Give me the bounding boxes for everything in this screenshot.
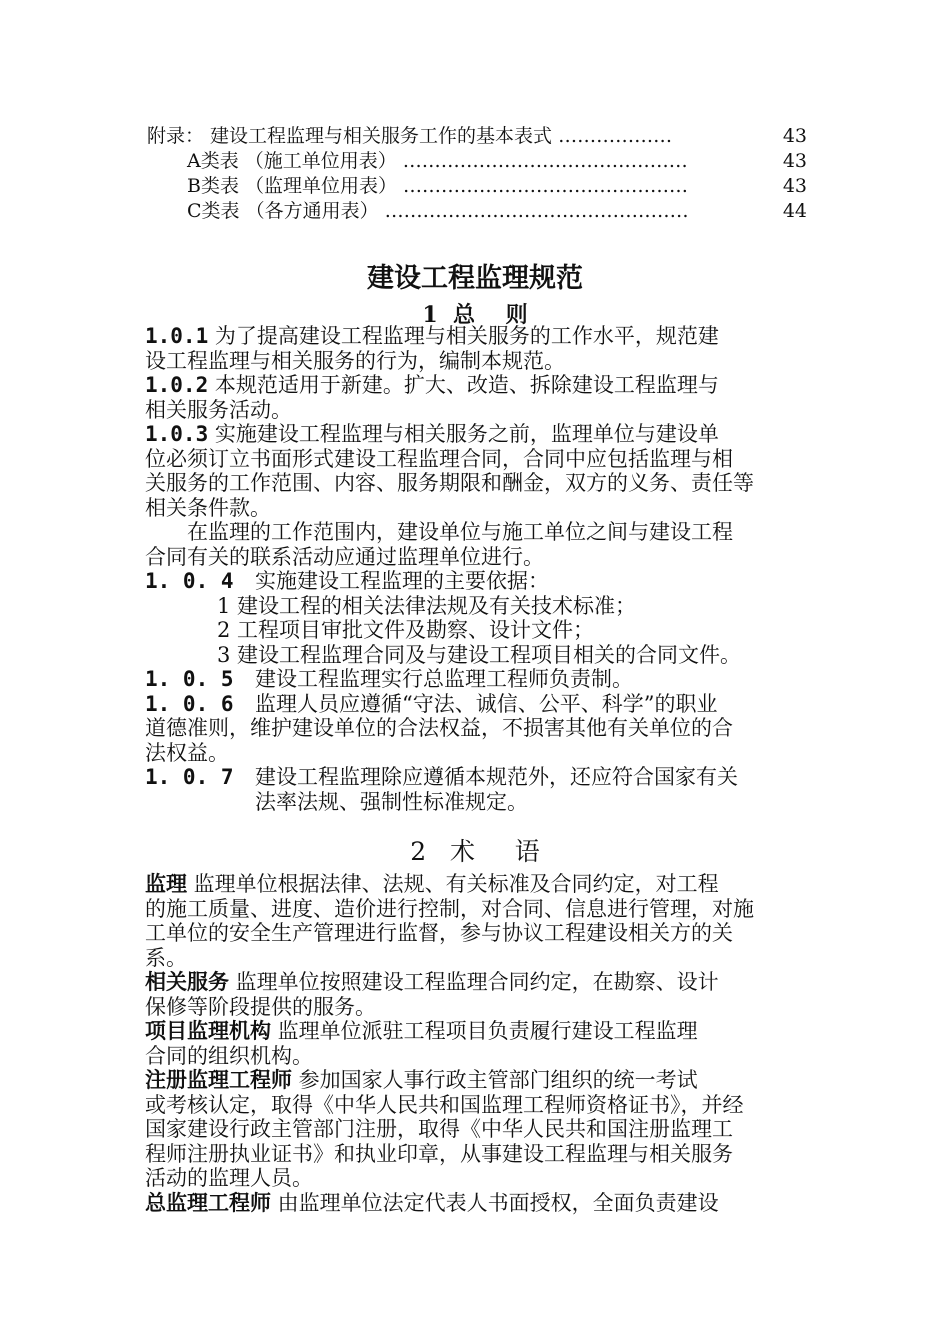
term-line	[145, 970, 810, 995]
toc-page-number: 44	[782, 200, 807, 222]
term-name: 相关服务	[145, 970, 229, 994]
clause-line	[145, 569, 810, 594]
toc-label: 附录： 建设工程监理与相关服务工作的基本表式 ………………	[147, 125, 673, 147]
term-line	[145, 872, 810, 897]
clause-line: 相关条件款。	[145, 495, 271, 520]
paragraph-line: 合同有关的联系活动应通过监理单位进行。	[145, 544, 544, 569]
clause-number: 1. 0. 6	[145, 691, 234, 716]
term-name: 注册监理工程师	[145, 1068, 292, 1092]
term-name: 监理	[145, 872, 187, 896]
clause-number: 1.0.2	[145, 373, 209, 397]
clause-line	[145, 373, 810, 398]
term-line: 程师注册执业证书》和执业印章，从事建设工程监理与相关服务	[145, 1141, 733, 1166]
term-name: 总监理工程师	[145, 1190, 271, 1215]
term-text: 监理单位按照建设工程监理合同约定，在勘察、设计	[229, 970, 719, 994]
clause-number: 1.0.3	[145, 422, 209, 446]
clause-line: 法率法规、强制性标准规定。	[255, 789, 528, 814]
clause-text: 建设工程监理实行总监理工程师负责制。	[255, 667, 633, 691]
toc-page-number: 43	[782, 150, 807, 172]
clause-text: 本规范适用于新建。扩大、改造、拆除建设工程监理与	[208, 373, 719, 397]
term-line: 保修等阶段提供的服务。	[145, 994, 376, 1019]
term-text: 监理单位根据法律、法规、有关标准及合同约定，对工程	[187, 872, 719, 896]
toc-row[interactable]	[147, 149, 807, 174]
clause-line: 位必须订立书面形式建设工程监理合同，合同中应包括监理与相	[145, 446, 733, 471]
term-text: 参加国家人事行政主管部门组织的统一考试	[292, 1068, 698, 1092]
term-line	[145, 1019, 810, 1044]
list-item: 2 工程项目审批文件及勘察、设计文件；	[217, 618, 595, 642]
term-line: 合同的组织机构。	[145, 1043, 313, 1068]
term-line	[145, 1068, 810, 1093]
clause-line	[145, 422, 810, 447]
list-item: 1 建设工程的相关法律法规及有关技术标准；	[217, 593, 637, 618]
toc-label: B类表 （监理单位用表） ………………………………………	[187, 175, 689, 197]
term-line: 工单位的安全生产管理进行监督，参与协议工程建设相关方的关	[145, 921, 733, 945]
term-line: 国家建设行政主管部门注册，取得《中华人民共和国注册监理工	[145, 1117, 733, 1141]
clause-line	[145, 765, 810, 790]
term-text: 监理单位派驻工程项目负责履行建设工程监理	[271, 1019, 698, 1043]
clause-text: 为了提高建设工程监理与相关服务的工作水平，规范建	[208, 324, 719, 348]
list-item: 3 建设工程监理合同及与建设工程项目相关的合同文件。	[217, 642, 742, 667]
general-provisions	[145, 324, 810, 814]
clause-number: 1. 0. 7	[145, 765, 234, 789]
term-line: 活动的监理人员。	[145, 1166, 313, 1190]
term-line: 或考核认定，取得《中华人民共和国监理工程师资格证书》，并经	[145, 1092, 744, 1117]
toc-row[interactable]	[147, 174, 807, 199]
clause-line: 关服务的工作范围、内容、服务期限和酬金，双方的义务、责任等	[145, 471, 754, 495]
term-line: 系。	[145, 945, 187, 970]
terms-section	[145, 872, 810, 1215]
toc-page-number: 43	[782, 175, 807, 197]
clause-number: 1. 0. 5	[145, 667, 234, 691]
toc-page-number: 43	[782, 125, 807, 147]
term-text: 由监理单位法定代表人书面授权，全面负责建设	[271, 1190, 719, 1215]
term-line	[145, 1191, 810, 1216]
clause-text: 建设工程监理除应遵循本规范外，还应符合国家有关	[255, 765, 738, 789]
clause-line: 设工程监理与相关服务的行为，编制本规范。	[145, 348, 565, 373]
toc-label: C类表 （各方通用表） …………………………………………	[187, 200, 689, 222]
section-heading-terms: 2 术 语	[410, 837, 540, 866]
toc-row[interactable]	[147, 199, 807, 224]
clause-number: 1.0.1	[145, 324, 209, 348]
term-name: 项目监理机构	[145, 1019, 271, 1043]
table-of-contents	[147, 124, 807, 224]
section-heading-general: 1 总 则	[422, 302, 528, 328]
toc-row[interactable]	[147, 124, 807, 149]
clause-line	[145, 667, 810, 692]
clause-text: 实施建设工程监理与相关服务之前，监理单位与建设单	[208, 422, 719, 446]
toc-label: A类表 （施工单位用表） ………………………………………	[187, 150, 688, 172]
clause-number: 1. 0. 4	[145, 569, 234, 593]
clause-text: 实施建设工程监理的主要依据：	[255, 569, 549, 593]
clause-line: 法权益。	[145, 740, 229, 765]
clause-line	[145, 324, 810, 349]
clause-line	[145, 692, 810, 717]
clause-text: 监理人员应遵循“守法、诚信、公平、科学”的职业	[255, 691, 718, 716]
clause-line: 相关服务活动。	[145, 397, 292, 422]
paragraph-line: 在监理的工作范围内，建设单位与施工单位之间与建设工程	[187, 520, 733, 544]
document-title: 建设工程监理规范	[367, 263, 583, 294]
term-line: 的施工质量、进度、造价进行控制，对合同、信息进行管理，对施	[145, 896, 754, 921]
clause-line: 道德准则，维护建设单位的合法权益，不损害其他有关单位的合	[145, 716, 733, 740]
